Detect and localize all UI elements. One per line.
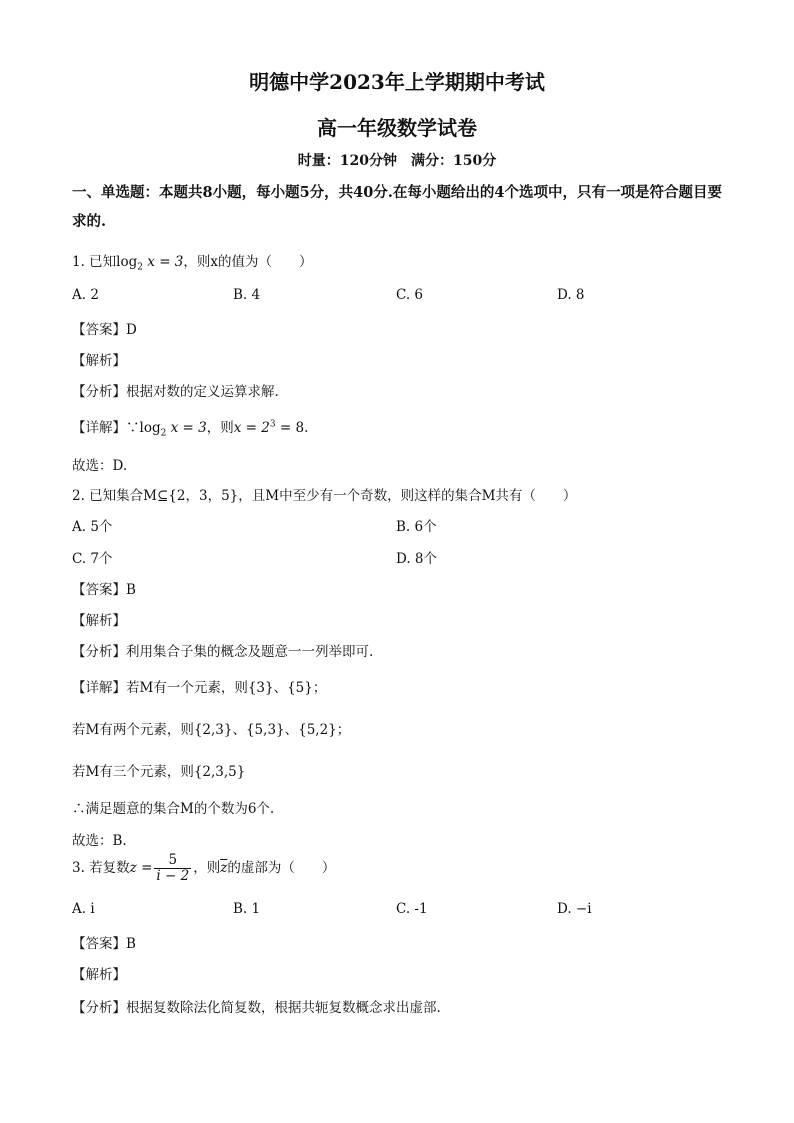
q3-fraction: $\frac{5}{i - 2}$ — [156, 852, 190, 884]
q2-fenxi: 【分析】利用集合子集的概念及题意一一列举即可. — [72, 644, 374, 660]
q3-option-b: B. 1 — [233, 901, 261, 917]
q3-option-d: D. −i — [557, 901, 592, 917]
q1-option-c: C. 6 — [396, 287, 424, 303]
q1-detail: 【详解】$\because\log_2$ x = 3，则$x = 2^3 = 8$. — [72, 419, 309, 439]
q1-conclusion: 故选：D. — [72, 458, 128, 474]
q2-conclusion: 故选：B. — [72, 833, 127, 849]
q2-answer: 【答案】B — [72, 582, 136, 598]
q2-option-a: A. 5个 — [72, 519, 113, 535]
q2-analysis-label: 【解析】 — [72, 613, 126, 629]
q1-option-b: B. 4 — [233, 287, 261, 303]
q3-fenxi: 【分析】根据复数除法化简复数，根据共轭复数概念求出虚部. — [72, 1000, 441, 1016]
section-heading: 一、单选题：本题共8小题，每小题5分，共40分.在每小题给出的4个选项中，只有一项是符合题目要求的. — [72, 184, 722, 230]
exam-title: 明德中学2023年上学期期中考试 — [249, 70, 545, 94]
q1-answer: 【答案】D — [72, 322, 137, 338]
q2-option-d: D. 8个 — [396, 551, 438, 567]
q1-fenxi: 【分析】根据对数的定义运算求解. — [72, 384, 279, 400]
q2-stem: 2. 已知集合M⊆{2，3，5}，且M中至少有一个奇数，则这样的集合M共有（ ） — [72, 488, 577, 504]
q2-option-b: B. 6个 — [396, 519, 437, 535]
q2-detail-2: 若M有两个元素，则{2,3}、{5,3}、{5,2}； — [72, 722, 351, 738]
q1-stem: 1. 已知$\log_2 x = 3$，则x的值为（ ） — [72, 254, 313, 273]
q3-answer: 【答案】B — [72, 936, 136, 952]
q3-option-c: C. -1 — [396, 901, 428, 917]
q2-detail-1: 【详解】若M有一个元素，则{3}、{5}； — [72, 680, 327, 696]
q2-detail-4: ∴满足题意的集合M的个数为6个. — [72, 801, 275, 817]
q3-stem: 3. 若复数z = $\frac{5}{i - 2}$ ，则$\overline{z}$的虚部为（ ） — [72, 852, 336, 884]
q2-option-c: C. 7个 — [72, 551, 113, 567]
q2-detail-3: 若M有三个元素，则{2,3,5} — [72, 764, 246, 780]
q3-analysis-label: 【解析】 — [72, 967, 126, 983]
q1-option-d: D. 8 — [557, 287, 585, 303]
q1-option-a: A. 2 — [72, 287, 99, 303]
q3-option-a: A. i — [72, 901, 95, 917]
exam-meta: 时量：120分钟 满分：150分 — [297, 153, 497, 169]
q1-analysis-label: 【解析】 — [72, 353, 126, 369]
exam-subtitle: 高一年级数学试卷 — [317, 116, 477, 140]
